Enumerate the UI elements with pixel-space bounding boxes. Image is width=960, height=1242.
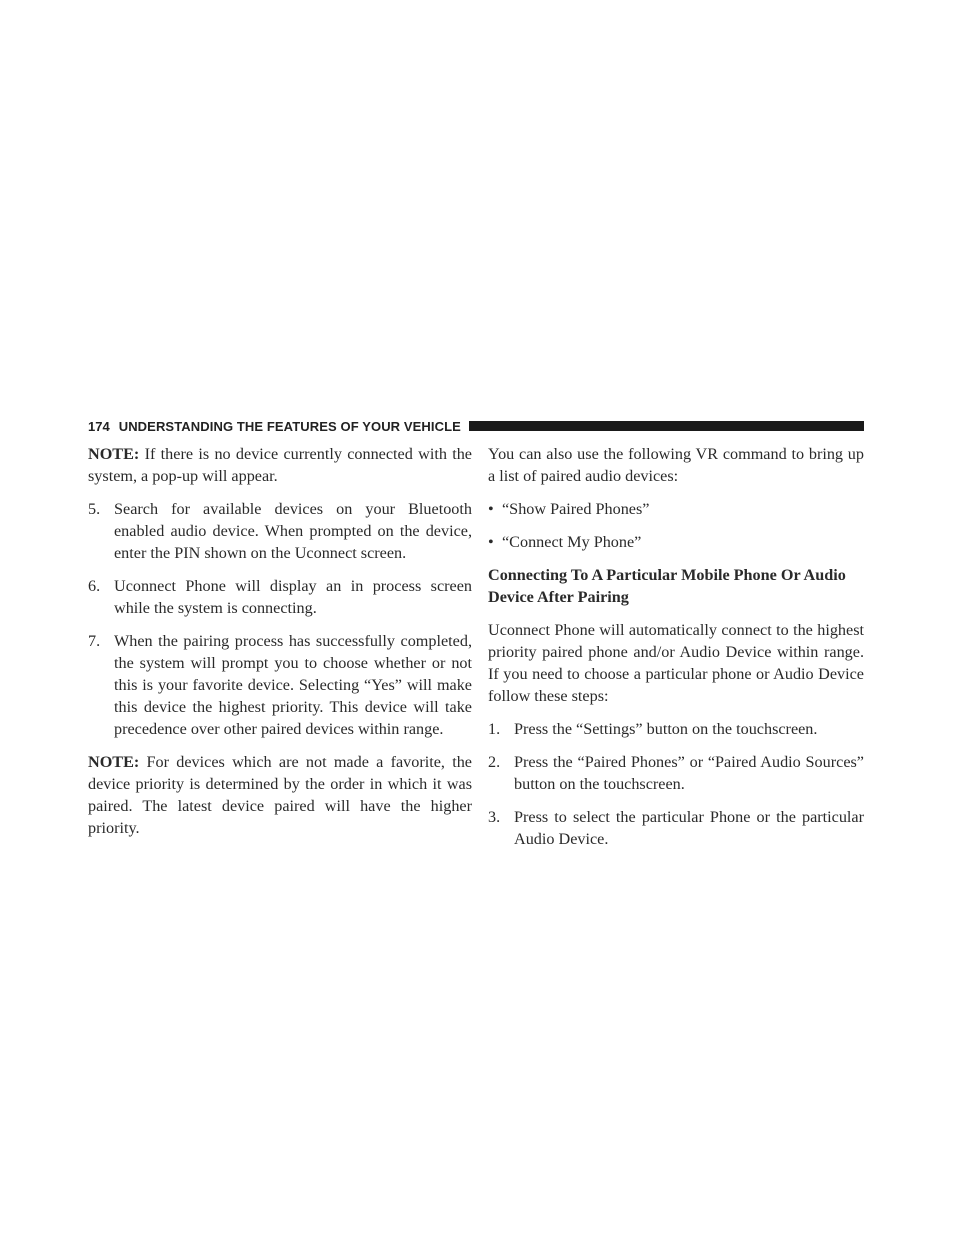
step-item (88, 575, 472, 619)
step-item (488, 718, 864, 740)
step-text: Press the “Paired Phones” or “Paired Audio Sources” button on the touchscreen. (514, 753, 864, 793)
bullet-icon: • (488, 533, 494, 551)
step-number: 6. (88, 577, 101, 595)
step-text: Uconnect Phone will display an in process screen while the system is connecting. (114, 577, 472, 617)
step-text: Search for available devices on your Bluetooth enabled audio device. When prompted on the device, enter the PIN shown on the Uconnect screen. (114, 500, 472, 562)
step-text: Press the “Settings” button on the touchscreen. (514, 720, 818, 738)
body-paragraph: Uconnect Phone will automatically connect to the highest priority paired phone and/or Audio Device within range. If you need to choose a particular phone or Audio Device follow these steps: (488, 621, 864, 705)
bullet-text: “Connect My Phone” (502, 533, 642, 551)
note-text: If there is no device currently connected with the system, a pop-up will appear. (88, 445, 472, 485)
note-paragraph (88, 443, 472, 487)
left-column (88, 443, 472, 850)
step-text: When the pairing process has successfully completed, the system will prompt you to choose whether or not this is your favorite device. Selecting “Yes” will make this device the highest priority. This device will take precedence over other paired devices within range. (114, 632, 472, 738)
right-column (488, 443, 864, 861)
bullet-text: “Show Paired Phones” (502, 500, 650, 518)
section-title: UNDERSTANDING THE FEATURES OF YOUR VEHICLE (118, 418, 461, 434)
page-number: 174 (88, 418, 110, 434)
step-item (488, 806, 864, 850)
step-item (88, 630, 472, 740)
step-number: 3. (488, 808, 501, 826)
step-number: 7. (88, 632, 101, 650)
header-rule (469, 421, 864, 431)
note-label: NOTE: (88, 445, 140, 463)
step-item (88, 498, 472, 564)
bullet-icon: • (488, 500, 494, 518)
step-item (488, 751, 864, 795)
subheading: Connecting To A Particular Mobile Phone Or Audio Device After Pairing (488, 566, 846, 606)
page-header (88, 419, 864, 433)
note-text: For devices which are not made a favorite, the device priority is determined by the order in which it was paired. The latest device paired will have the higher priority. (88, 753, 472, 837)
note-paragraph (88, 751, 472, 839)
bullet-item (488, 531, 864, 553)
step-number: 5. (88, 500, 101, 518)
step-number: 1. (488, 720, 501, 738)
note-label: NOTE: (88, 753, 140, 771)
step-number: 2. (488, 753, 501, 771)
intro-paragraph: You can also use the following VR command to bring up a list of paired audio devices: (488, 445, 864, 485)
bullet-item (488, 498, 864, 520)
step-text: Press to select the particular Phone or the particular Audio Device. (514, 808, 864, 848)
